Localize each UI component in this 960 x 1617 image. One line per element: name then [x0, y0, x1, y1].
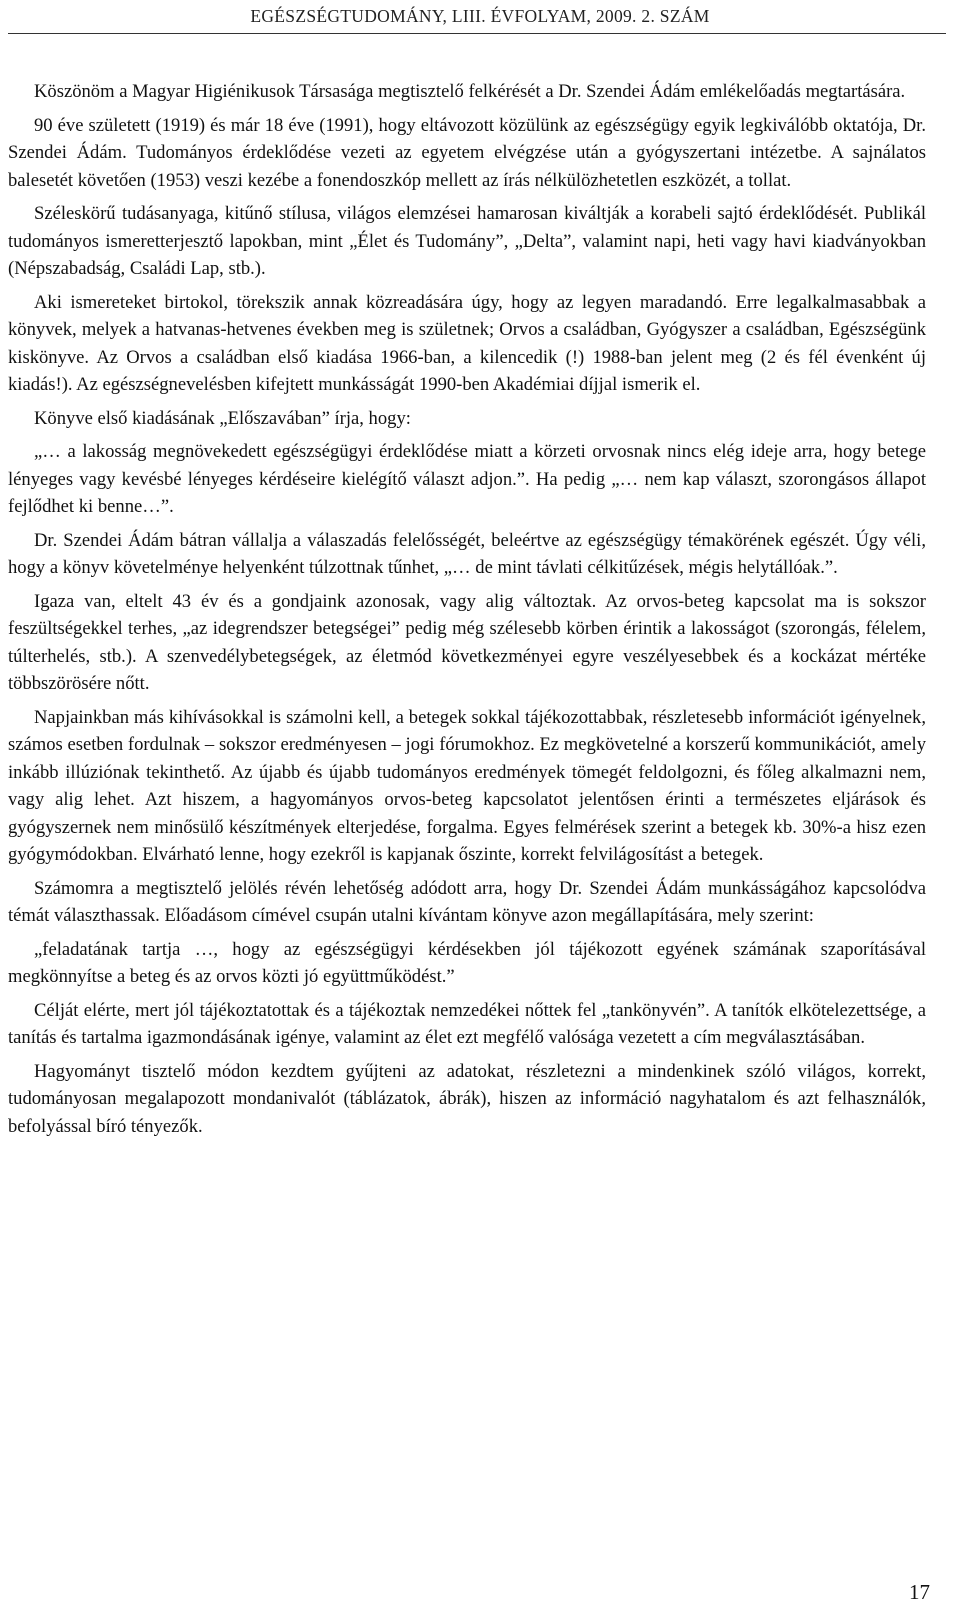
paragraph: Célját elérte, mert jól tájékoztatottak és a tájékoztak nemzedékei nőttek fel „tankönyvén”. A tanítók elkötelezettsége, a tanítás és tartalma igazmondásának igénye, valamint az élet ezt megfélő valósága vezetett a cím megválasztásában. [8, 999, 926, 1048]
paragraph: 90 éve született (1919) és már 18 éve (1991), hogy eltávozott közülünk az egészségügy egyik legkiválóbb oktatója, Dr. Szendei Ádám. Tudományos érdeklődése vezeti az egyetem elvégzése után a gyógyszertani intézetbe. A sajnálatos balesetét követően (1953) veszi kezébe a fonendoszkóp mellett az írás nélkülözhetetlen eszközét, a tollat. [8, 114, 926, 191]
quote-paragraph: „… a lakosság megnövekedett egészségügyi érdeklődése miatt a körzeti orvosnak nincs elég ideje arra, hogy betege lényeges vagy kevésbé lényeges kérdéseire kielégítő választ adjon.”. Ha pedig „… nem kap választ, szorongásos állapot fejlődhet ki benne…”. [8, 441, 926, 517]
paragraph: Széleskörű tudásanyaga, kitűnő stílusa, világos elemzései hamarosan kiváltják a korabeli sajtó érdeklődését. Publikál tudományos ismeretterjesztő lapokban, mint „Élet és Tudomány”, „Delta”, valamint napi, heti vagy havi kiadványokban (Népszabadság, Családi Lap, stb.). [8, 203, 926, 279]
paragraph: Napjainkban más kihívásokkal is számolni kell, a betegek sokkal tájékozottabbak, részletesebb információt igényelnek, számos esetben fordulnak – sokszor eredményesen – jogi fórumokhoz. Ez megkövetelné a korszerű kommunikációt, amely inkább illúziónak tekinthető. Az újabb és újabb tudományos eredmények tömegét feldolgozni, és főleg alkalmazni nem, vagy alig lehet. Azt hiszem, a hagyományos orvos-beteg kapcsolatot jelentősen érinti a természetes eljárások és gyógyszernek nem minősülő készítmények elterjedése, forgalma. Egyes felmérések szerint a betegek kb. 30%-a hisz ezen gyógymódokban. Elvárható lenne, hogy ezekről is kapjanak őszinte, korrekt felvilágosítást a betegek. [8, 706, 926, 865]
paragraph: Dr. Szendei Ádám bátran vállalja a válaszadás felelősségét, beleértve az egészségügy témakörének egészét. Úgy véli, hogy a könyv követelménye helyenként túlzottnak tűnhet, „… de mint távlati célkitűzések, mégis helytállóak.”. [8, 529, 926, 578]
header-rule [8, 33, 946, 34]
paragraph: Hagyományt tisztelő módon kezdtem gyűjteni az adatokat, részletezni a mindenkinek szóló világos, korrekt, tudományosan megalapozott mondanivalót (táblázatok, ábrák), hiszen az információ nagyhatalom és azt felhasználók, befolyással bíró tényezők. [8, 1060, 926, 1137]
paragraph: Köszönöm a Magyar Higiénikusok Társasága megtisztelő felkérését a Dr. Szendei Ádám emlékelőadás megtartására. [34, 81, 906, 102]
page-number: 17 [909, 1580, 930, 1604]
paragraph: Aki ismereteket birtokol, törekszik annak közreadására úgy, hogy az legyen maradandó. Erre legalkalmasabbak a könyvek, melyek a hatvanas-hetvenes években meg is születnek; Orvos a családban, Gyógyszer a családban, Egészségünk kiskönyve. Az Orvos a családban első kiadása 1966-ban, a kilencedik (!) 1988-ban jelent meg (2 és fél évenként új kiadás!). Az egészségnevelésben kifejtett munkásságát 1990-ben Akadémiai díjjal ismerik el. [8, 291, 926, 395]
paragraph: Igaza van, eltelt 43 év és a gondjaink azonosak, vagy alig változtak. Az orvos-beteg kapcsolat ma is sokszor feszültségekkel terhes, „az idegrendszer betegségei” pedig még szélesebb körben érintik a lakosságot (szorongás, félelem, túlterhelés, stb.). A szenvedélybetegségek, az életmód következményei egyre veszélyesebbek és a kockázat mértéke többszörösére nőtt. [8, 590, 926, 694]
paragraph: Számomra a megtisztelő jelölés révén lehetőség adódott arra, hogy Dr. Szendei Ádám munkásságához kapcsolódva témát választhassak. Előadásom címével csupán utalni kívántam könyve azon megállapítására, mely szerint: [8, 877, 926, 926]
running-header: EGÉSZSÉGTUDOMÁNY, LIII. ÉVFOLYAM, 2009. 2. SZÁM [250, 6, 710, 26]
paragraph: Könyve első kiadásának „Előszavában” írja, hogy: [34, 407, 411, 429]
quote-paragraph: „feladatának tartja …, hogy az egészségügyi kérdésekben jól tájékozott egyének számának szaporításával megkönnyítse a beteg és az orvos közti jó együttműködést.” [8, 938, 926, 987]
article-body [8, 78, 926, 1146]
